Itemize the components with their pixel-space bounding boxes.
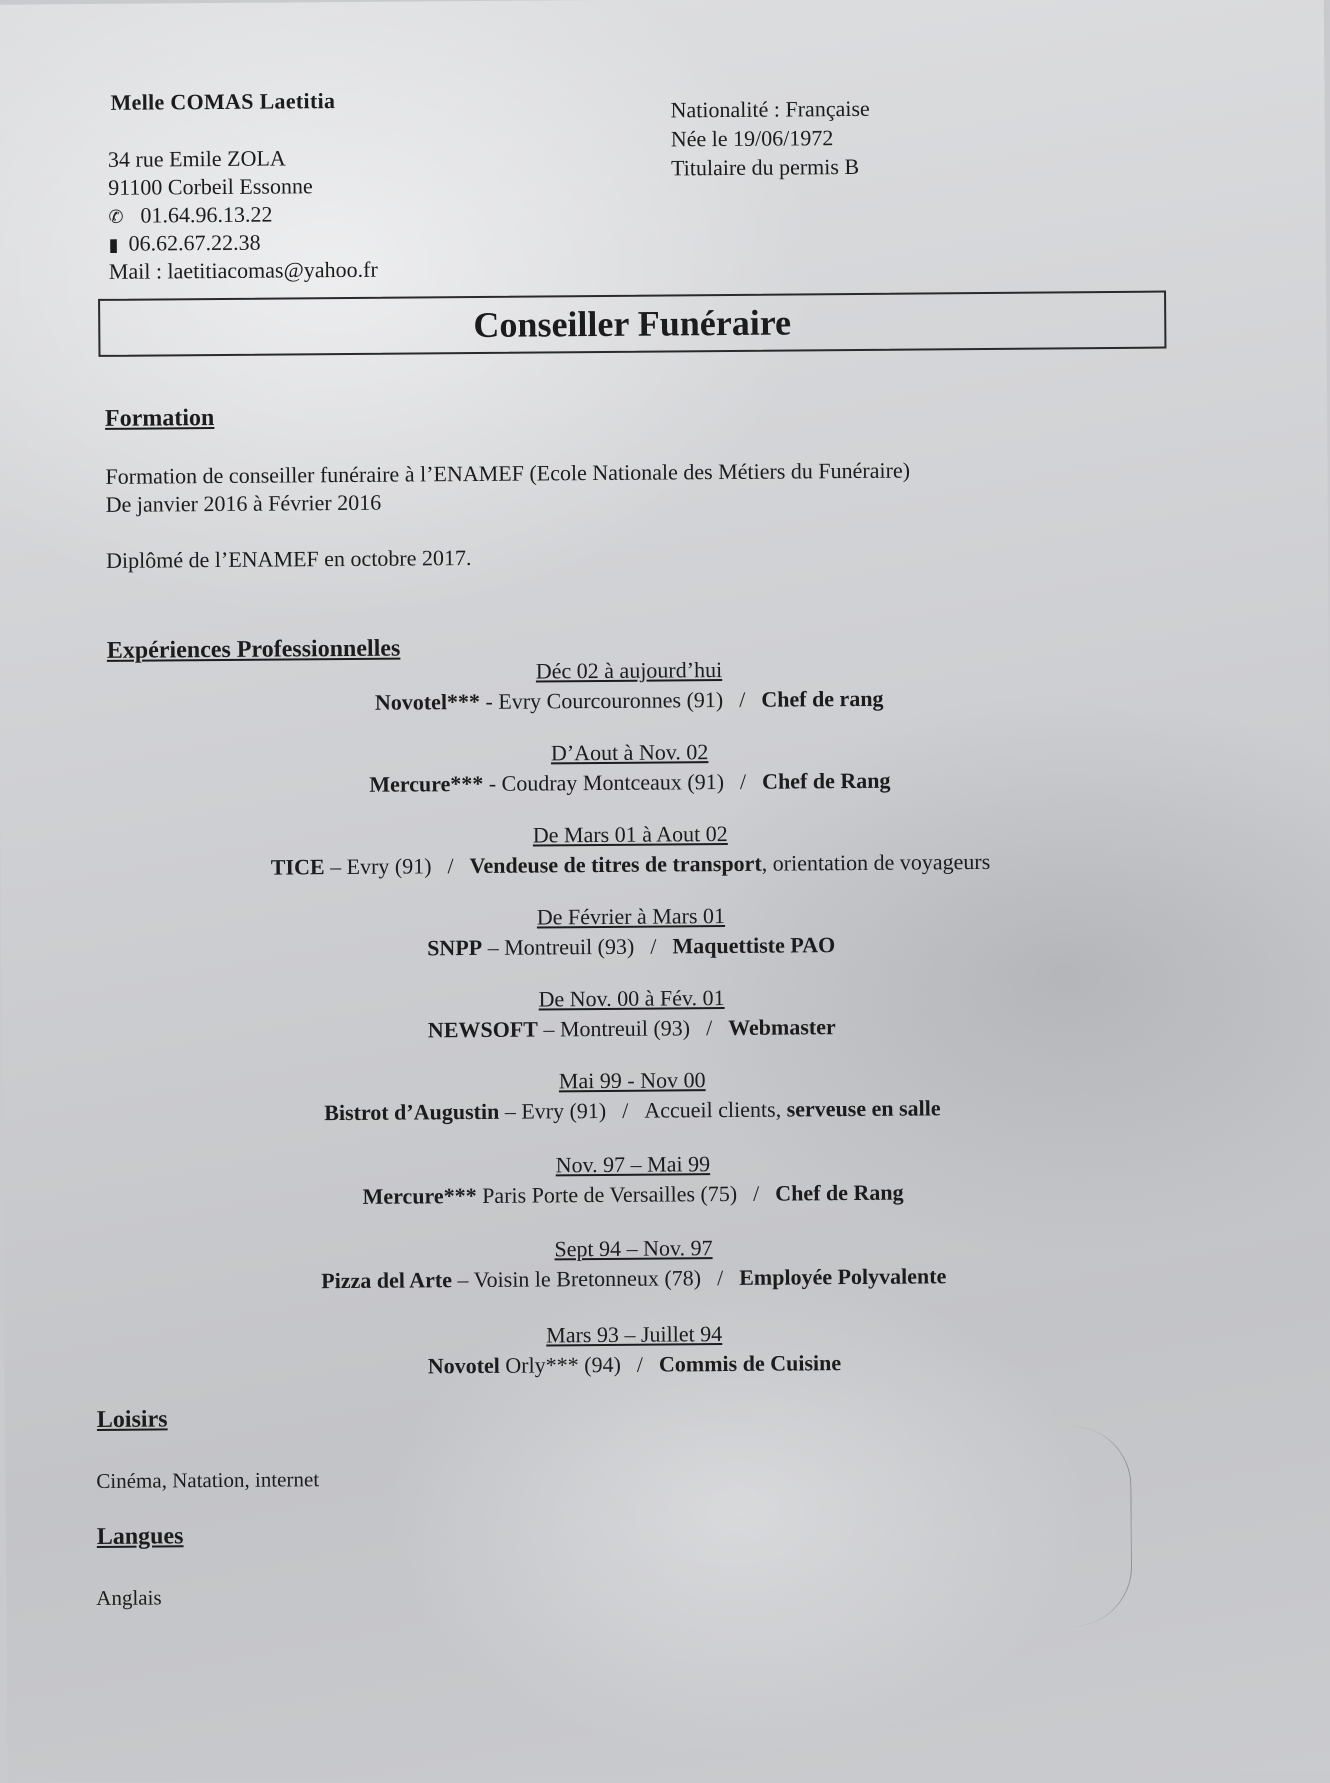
experience-place: – Voisin le Bretonneux (78) — [451, 1265, 702, 1293]
experience-employer: Mercure*** — [362, 1182, 477, 1209]
formation-line: Formation de conseiller funéraire à l’ENAMEF (Ecole Nationale des Métiers du Funéraire) — [105, 457, 911, 489]
phone-mobile: 06.62.67.22.38 — [128, 229, 261, 256]
experience-details — [132, 1094, 1132, 1128]
experience-role: Chef de Rang — [775, 1179, 904, 1206]
experience-employer: Pizza del Arte — [321, 1267, 453, 1294]
nationality: Nationalité : Française — [670, 95, 870, 123]
experience-details — [129, 684, 1129, 718]
experience-item — [132, 1064, 1132, 1128]
experience-details — [132, 1012, 1132, 1046]
experience-employer: Novotel*** — [374, 688, 481, 715]
experience-details — [133, 1178, 1133, 1212]
experience-heading: Expériences Professionnelles — [106, 635, 401, 664]
formation-dates: De janvier 2016 à Février 2016 — [105, 489, 382, 517]
langues-heading: Langues — [96, 1523, 184, 1550]
separator: / — [447, 853, 454, 879]
experience-place: Paris Porte de Versailles (75) — [476, 1180, 738, 1208]
experience-details — [130, 848, 1130, 882]
experience-dates: D’Aout à Nov. 02 — [550, 739, 709, 766]
experience-dates: De Nov. 00 à Fév. 01 — [538, 985, 725, 1012]
experience-item — [133, 1148, 1133, 1212]
experience-item — [133, 1232, 1133, 1296]
experience-dates: De Février à Mars 01 — [536, 903, 726, 930]
separator: / — [650, 933, 657, 959]
experience-item — [134, 1318, 1134, 1382]
experience-dates: Mars 93 – Juillet 94 — [546, 1321, 723, 1348]
separator: / — [622, 1097, 629, 1123]
experience-place: Orly*** (94) — [499, 1351, 621, 1378]
langues-text: Anglais — [96, 1585, 162, 1610]
experience-item — [130, 736, 1130, 800]
experience-item — [130, 818, 1130, 882]
experience-place: - Coudray Montceaux (91) — [483, 769, 725, 796]
experience-place: – Montreuil (93) — [537, 1015, 691, 1042]
experience-employer: TICE — [270, 854, 325, 880]
experience-role: Commis de Cuisine — [658, 1350, 842, 1377]
experience-place: - Evry Courcouronnes (91) — [479, 687, 724, 714]
experience-item — [129, 654, 1129, 718]
address-street: 34 rue Emile ZOLA — [107, 145, 286, 172]
experience-dates: Nov. 97 – Mai 99 — [555, 1151, 711, 1178]
experience-role-prefix: Accueil clients, — [644, 1096, 787, 1123]
experience-item — [131, 900, 1131, 964]
birth-date: Née le 19/06/1972 — [670, 125, 834, 152]
experience-role-extra: , orientation de voyageurs — [761, 848, 991, 876]
separator: / — [636, 1351, 644, 1377]
experience-role: serveuse en salle — [786, 1095, 941, 1122]
email: Mail : laetitiacomas@yahoo.fr — [108, 256, 378, 284]
experience-dates: Mai 99 - Nov 00 — [558, 1067, 706, 1094]
experience-role: Employée Polyvalente — [739, 1263, 947, 1290]
formation-diploma: Diplômé de l’ENAMEF en octobre 2017. — [106, 545, 472, 573]
experience-dates: De Mars 01 à Aout 02 — [532, 820, 728, 848]
separator: / — [716, 1265, 724, 1291]
phone-icon: ✆ — [108, 206, 124, 227]
phone-fixed: 01.64.96.13.22 — [140, 201, 273, 228]
experience-role: Vendeuse de titres de transport — [469, 850, 762, 879]
address-city: 91100 Corbeil Essonne — [108, 173, 313, 200]
paper-fold-mark — [1060, 1426, 1133, 1627]
experience-role: Chef de rang — [761, 685, 884, 712]
candidate-name: Melle COMAS Laetitia — [110, 88, 336, 115]
experience-dates: Déc 02 à aujourd’hui — [535, 657, 723, 684]
cv-title: Conseiller Funéraire — [98, 291, 1166, 357]
experience-details — [134, 1262, 1134, 1296]
driving-license: Titulaire du permis B — [670, 153, 860, 181]
experience-place: – Montreuil (93) — [482, 933, 635, 960]
experience-place: – Evry (91) — [499, 1097, 607, 1124]
experience-role: Webmaster — [728, 1014, 836, 1040]
formation-heading: Formation — [104, 405, 215, 432]
experience-dates: Sept 94 – Nov. 97 — [554, 1235, 713, 1262]
mobile-phone-icon: ▮ — [108, 234, 119, 255]
experience-details — [131, 930, 1131, 964]
separator: / — [753, 1180, 760, 1206]
experience-employer: Mercure*** — [369, 770, 484, 797]
experience-place: – Evry (91) — [324, 853, 432, 880]
experience-employer: SNPP — [427, 934, 483, 961]
experience-item — [131, 982, 1131, 1046]
phone-mobile-row — [109, 230, 261, 257]
experience-details — [134, 1348, 1134, 1382]
loisirs-text: Cinéma, Natation, internet — [96, 1467, 320, 1493]
experience-details — [130, 766, 1130, 800]
loisirs-heading: Loisirs — [96, 1406, 168, 1433]
phone-fixed-row — [108, 202, 272, 229]
separator: / — [705, 1015, 713, 1041]
separator: / — [739, 768, 747, 794]
separator: / — [739, 686, 746, 712]
experience-employer: NEWSOFT — [427, 1016, 539, 1043]
experience-role: Maquettiste PAO — [672, 932, 836, 959]
experience-role: Chef de Rang — [762, 767, 891, 794]
experience-employer: Novotel — [427, 1352, 500, 1379]
experience-employer: Bistrot d’Augustin — [324, 1098, 500, 1126]
